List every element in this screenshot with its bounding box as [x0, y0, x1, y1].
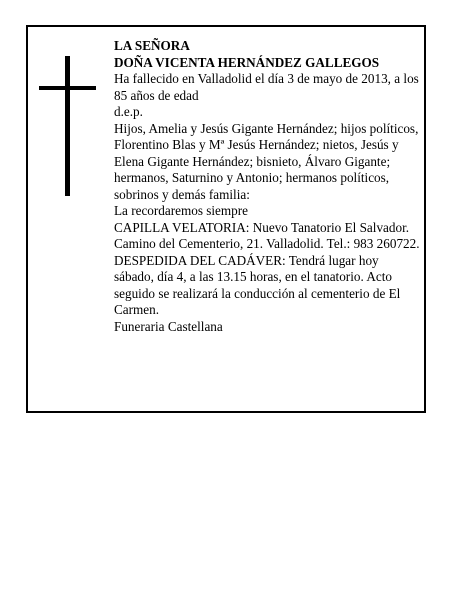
- notice-heading: LA SEÑORA: [114, 38, 190, 53]
- family-list: Hijos, Amelia y Jesús Gigante Hernández; hijos políticos, Florentino Blas y Mª Jesús Hernández; nietos, Jesús y Elena Gigante Hernández; bisnieto, Álvaro Gigante; hermanos, Saturnino y Antonio; hermanos políticos, sobrinos y demás familia:: [114, 120, 419, 202]
- remembrance-text: La recordaremos siempre: [114, 203, 249, 218]
- cross-vertical-bar: [65, 56, 70, 196]
- notice-body: [114, 38, 420, 335]
- deceased-name: DOÑA VICENTA HERNÁNDEZ GALLEGOS: [114, 54, 380, 70]
- chapel-info: CAPILLA VELATORIA: Nuevo Tanatorio El Salvador. Camino del Cementerio, 21. Valladolid. Tel.: 983 260722.: [114, 219, 420, 251]
- farewell-info: DESPEDIDA DEL CADÁVER: Tendrá lugar hoy sábado, día 4, a las 13.15 horas, en el tanatorio. Acto seguido se realizará la conducción al cementerio de El Carmen.: [114, 252, 401, 317]
- cross-horizontal-bar: [39, 86, 96, 90]
- funeral-home: Funeraria Castellana: [114, 318, 223, 334]
- rip-text: d.e.p.: [114, 104, 143, 119]
- death-announcement: Ha fallecido en Valladolid el día 3 de mayo de 2013, a los 85 años de edad: [114, 71, 419, 103]
